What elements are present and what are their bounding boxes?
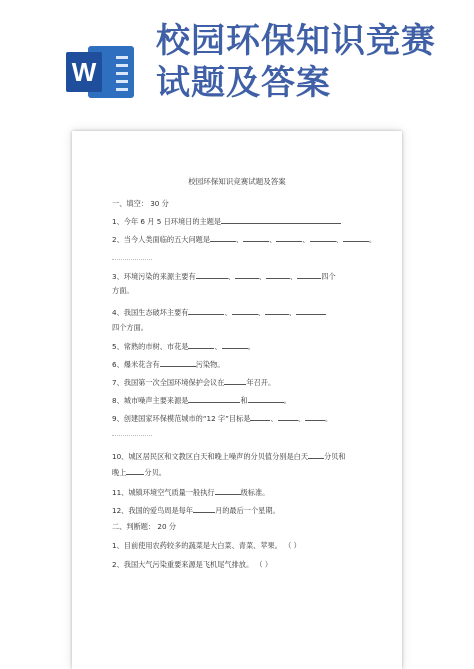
answer-blank — [248, 395, 284, 403]
page-header — [0, 0, 474, 120]
question-2: 2、当今人类面临的五大问题是 、 、 、 、 。 — [112, 235, 377, 244]
answer-blank — [296, 307, 326, 315]
question-4: 4、我国生态破坏主要有 、 、 、 — [112, 307, 326, 318]
question-text: 1、今年 6 月 5 日环境日的主题是 — [112, 217, 222, 226]
question-text: 10、城区居民区和文教区白天和晚上噪声的分贝值分别是白天 — [112, 452, 309, 461]
answer-blank — [310, 234, 336, 242]
answer-blank — [265, 307, 289, 315]
document-body — [72, 131, 402, 669]
answer-blank — [308, 451, 324, 459]
question-8: 8、城市噪声主要来源是 和 。 — [112, 396, 291, 405]
question-3-continued: 方面。 — [112, 286, 134, 295]
answer-blank — [215, 487, 241, 495]
question-10-continued — [112, 467, 166, 478]
page-divider — [112, 259, 152, 260]
question-text-end: 年召开。 — [246, 378, 276, 387]
answer-blank — [232, 307, 258, 315]
answer-blank — [188, 307, 224, 315]
answer-blank — [193, 505, 215, 513]
question-text: 5、常熟的市树、市花是 — [112, 342, 189, 351]
question-text: 3、环境污染的来源主要有 — [112, 272, 196, 281]
page-title — [156, 20, 456, 104]
answer-blank — [188, 341, 214, 349]
answer-blank — [305, 413, 325, 421]
judge-question-1: 1、目前使用农药较多的蔬菜是大白菜、青菜、苹果。 （ ） — [112, 541, 301, 550]
answer-blank — [224, 377, 246, 385]
page-title-line2: 试题及答案 — [156, 63, 331, 103]
answer-blank — [250, 413, 270, 421]
question-10 — [112, 451, 346, 462]
answer-blank — [235, 271, 259, 279]
section-true-false: 二、判断题： 20 分 — [112, 522, 177, 531]
question-9: 9、创建国家环保模范城市的“12 字”目标是 、 、 。 — [112, 414, 333, 423]
question-text-end: 月的最后一个星期。 — [215, 506, 280, 515]
question-text-end: 级标准。 — [240, 488, 270, 497]
answer-blank — [188, 395, 240, 403]
document-title: 校园环保知识竞赛试题及答案 — [188, 177, 286, 186]
question-1 — [112, 216, 341, 227]
answer-blank — [126, 467, 144, 475]
answer-blank — [266, 271, 290, 279]
question-11 — [112, 487, 269, 498]
answer-blank — [243, 234, 269, 242]
answer-blank — [276, 234, 302, 242]
question-7 — [112, 377, 275, 388]
question-text: 9、创建国家环保模范城市的“12 字”目标是 — [112, 414, 251, 423]
answer-blank — [210, 234, 236, 242]
question-text-end: 污染物。 — [195, 360, 225, 369]
question-3: 3、环境污染的来源主要有 、 、 、 四个 — [112, 272, 336, 281]
question-text: 11、城镇环境空气质量一般执行 — [112, 488, 215, 497]
document-page — [72, 131, 402, 669]
question-text: 4、我国生态破坏主要有 — [112, 308, 189, 317]
answer-blank — [196, 271, 228, 279]
question-text: 6、爆米花含有 — [112, 360, 160, 369]
question-text: 晚上 — [112, 468, 127, 477]
question-text-end: 分贝。 — [144, 468, 166, 477]
question-text: 12、我国的爱鸟周是每年 — [112, 506, 194, 515]
question-6 — [112, 359, 224, 370]
page-title-line1: 校园环保知识竞赛 — [156, 21, 436, 61]
word-document-icon — [66, 42, 136, 102]
answer-blank — [221, 216, 341, 224]
question-text-end: 四个 — [321, 272, 336, 281]
section-fill-blank: 一、填空： 30 分 — [112, 199, 169, 208]
question-text-mid: 分贝和 — [324, 452, 346, 461]
answer-blank — [160, 359, 196, 367]
word-logo-letter: W — [66, 52, 102, 92]
question-text: 2、当今人类面临的五大问题是 — [112, 235, 211, 244]
answer-blank — [343, 234, 369, 242]
judge-question-2: 2、我国大气污染重要来源是飞机尾气排放。 （ ） — [112, 560, 273, 569]
question-4-continued: 四个方面。 — [112, 323, 148, 332]
question-5: 5、常熟的市树、市花是 、 。 — [112, 342, 255, 351]
answer-blank — [297, 271, 321, 279]
question-text: 7、我国第一次全国环境保护会议在 — [112, 378, 225, 387]
page-divider — [112, 435, 152, 436]
question-text-mid: 和 — [240, 396, 248, 405]
answer-blank — [278, 413, 298, 421]
question-text: 8、城市噪声主要来源是 — [112, 396, 189, 405]
answer-blank — [222, 341, 248, 349]
question-12 — [112, 505, 280, 516]
